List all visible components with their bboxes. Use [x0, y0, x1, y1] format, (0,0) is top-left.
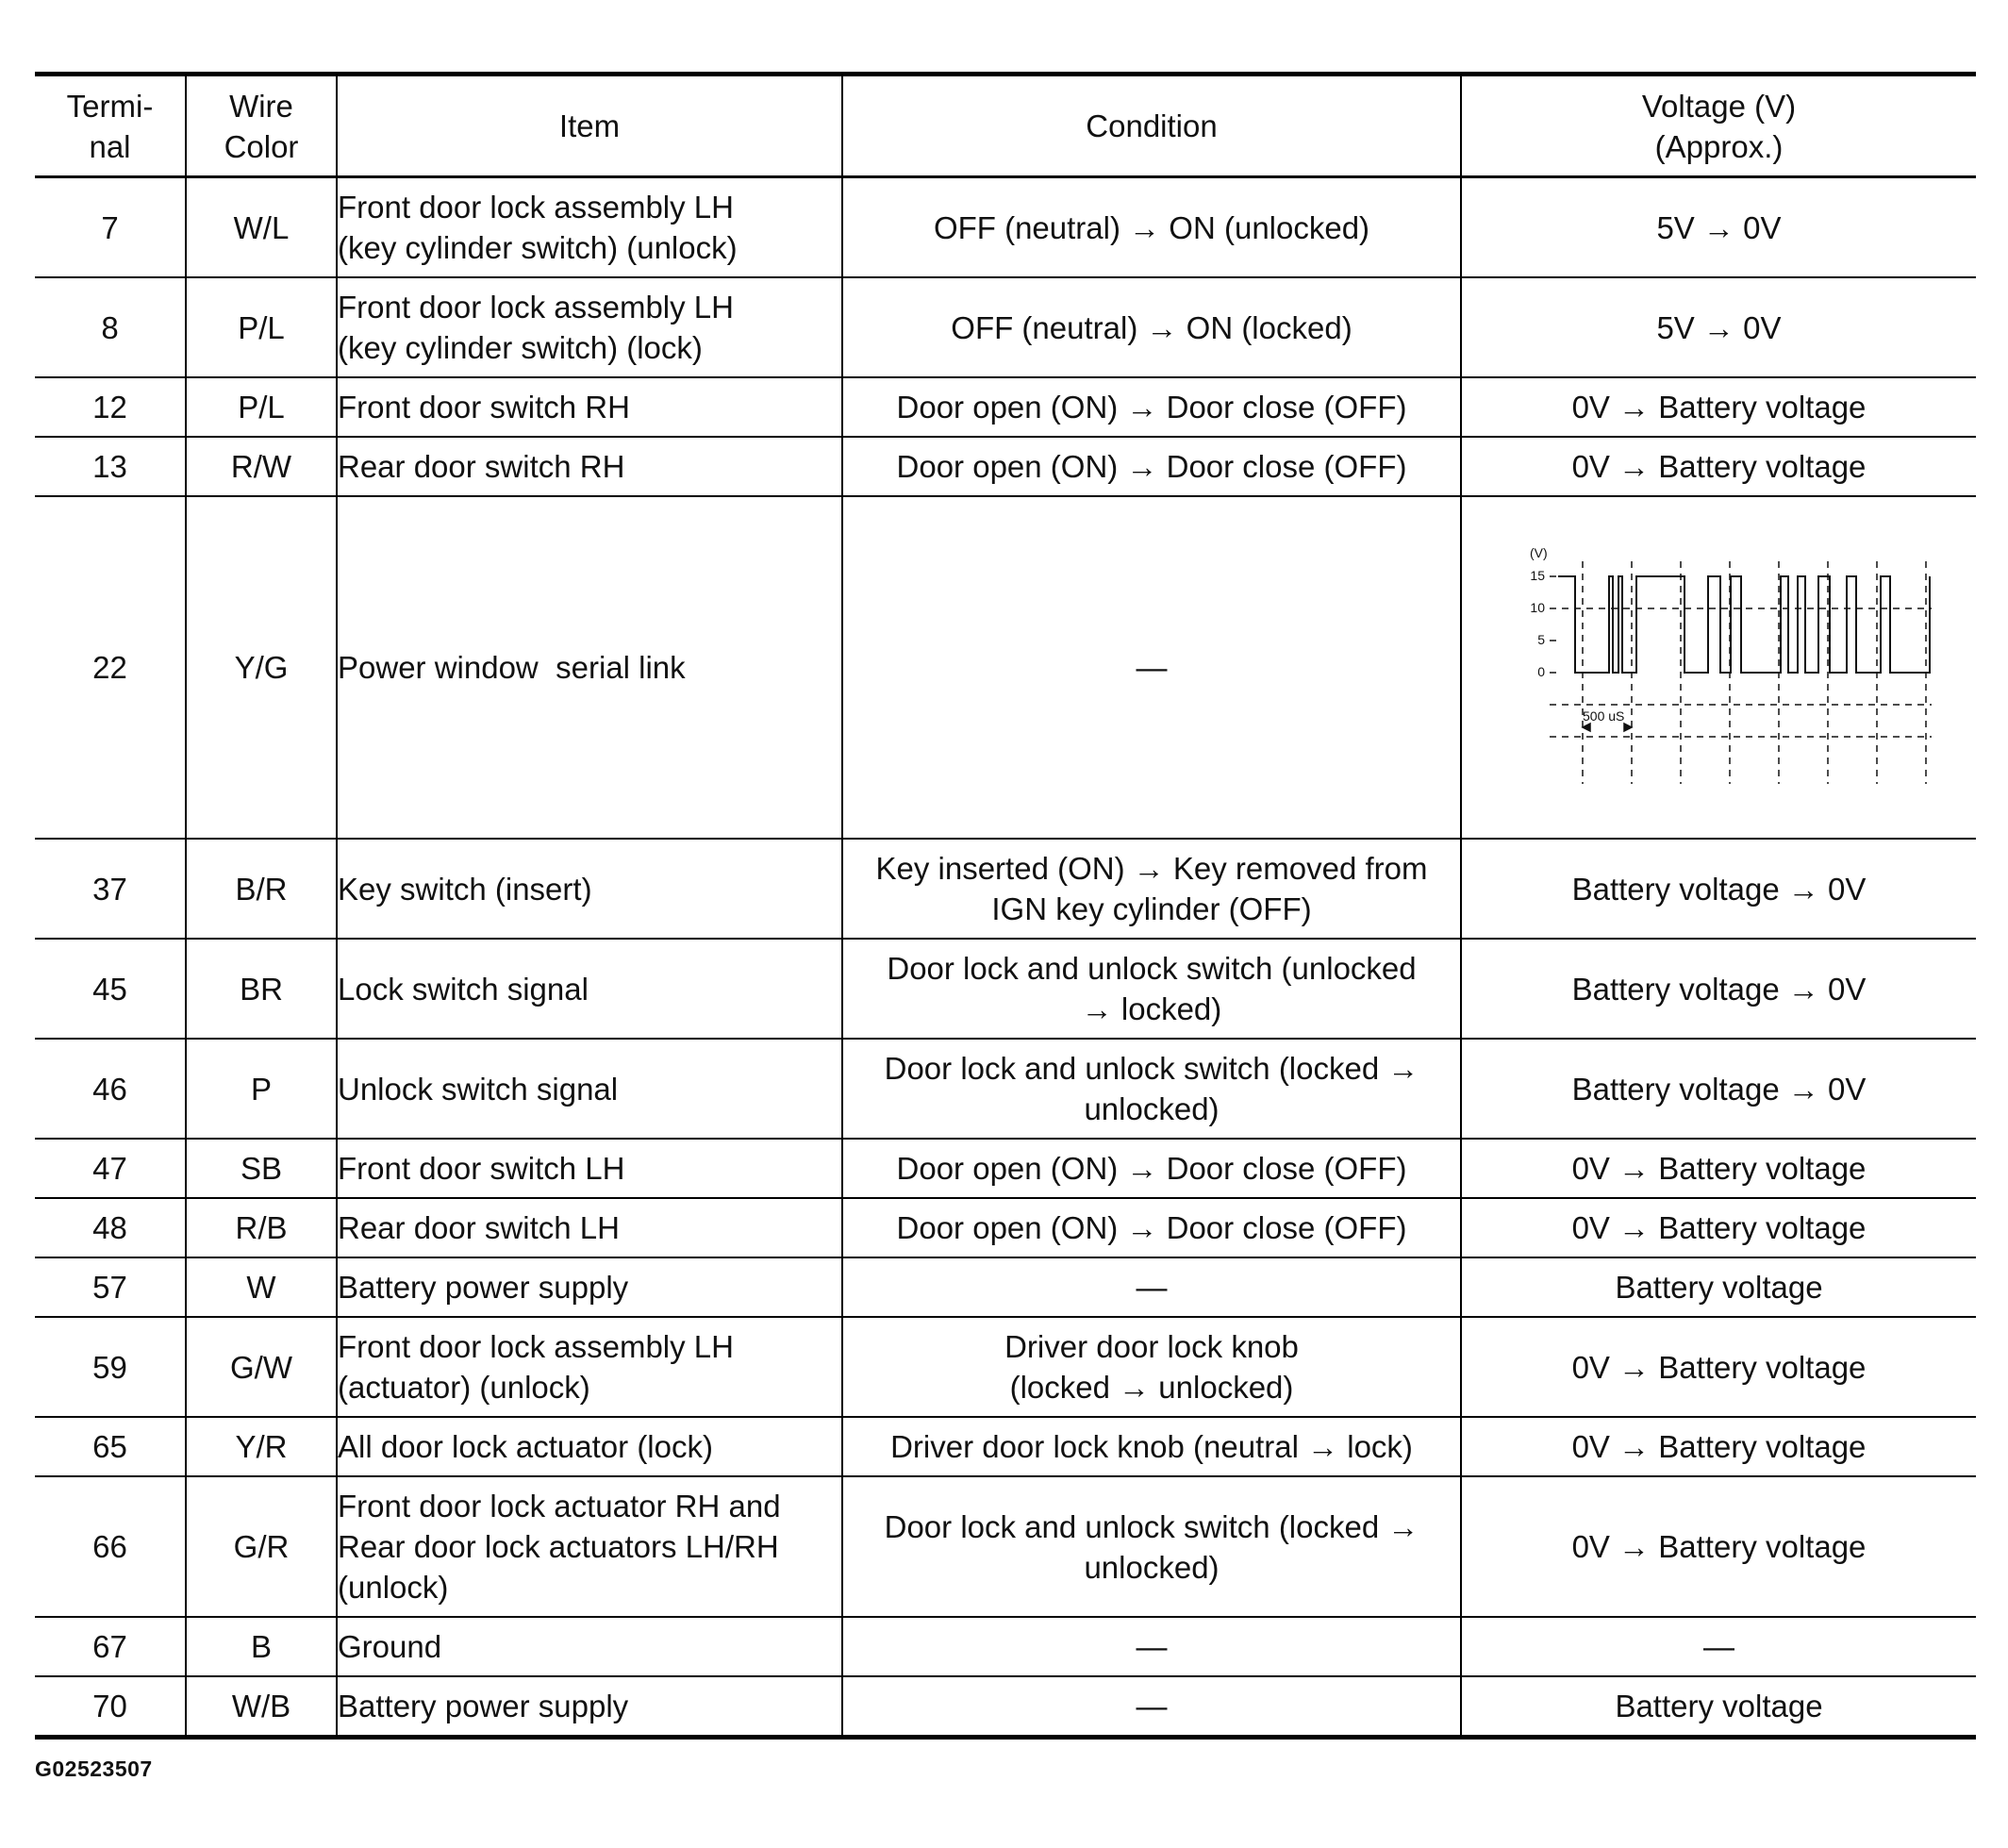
voltage-cell: 0V → Battery voltage [1461, 1139, 1976, 1198]
item-cell: Key switch (insert) [337, 839, 842, 939]
unit-label: (V) [1529, 544, 1548, 560]
table-row [35, 1139, 1976, 1198]
wire-color-cell: Y/R [186, 1417, 337, 1476]
table-row [35, 1676, 1976, 1735]
terminal-spec-table [35, 76, 1976, 1735]
item-cell: Rear door switch RH [337, 437, 842, 496]
table-row [35, 1039, 1976, 1139]
table-row [35, 839, 1976, 939]
wire-color-cell: P [186, 1039, 337, 1139]
waveform-axis-labels [1530, 545, 1624, 724]
condition-cell: Driver door lock knob (neutral → lock) [842, 1417, 1461, 1476]
table-row [35, 1417, 1976, 1476]
item-cell: Power window serial link [337, 496, 842, 839]
wire-color-cell: B [186, 1617, 337, 1676]
table-row [35, 377, 1976, 437]
voltage-cell: Battery voltage [1461, 1676, 1976, 1735]
item-cell: Front door lock assembly LH (key cylinder switch) (lock) [337, 277, 842, 377]
voltage-cell: 5V → 0V [1461, 277, 1976, 377]
terminal-cell: 66 [35, 1476, 186, 1617]
voltage-cell: 0V → Battery voltage [1461, 1476, 1976, 1617]
terminal-table-frame [35, 72, 1976, 1740]
table-row [35, 1617, 1976, 1676]
table-row [35, 496, 1976, 839]
terminal-cell: 47 [35, 1139, 186, 1198]
wire-color-cell: BR [186, 939, 337, 1039]
terminal-cell: 46 [35, 1039, 186, 1139]
table-row [35, 1198, 1976, 1257]
wire-color-cell: SB [186, 1139, 337, 1198]
header-voltage: Voltage (V) (Approx.) [1461, 76, 1976, 177]
voltage-cell: — [1461, 1617, 1976, 1676]
header-item: Item [337, 76, 842, 177]
table-row [35, 177, 1976, 278]
wire-color-cell: P/L [186, 277, 337, 377]
terminal-cell: 57 [35, 1257, 186, 1317]
terminal-cell: 12 [35, 377, 186, 437]
item-cell: Battery power supply [337, 1257, 842, 1317]
condition-cell: Driver door lock knob (locked → unlocked) [842, 1317, 1461, 1417]
voltage-cell: Battery voltage → 0V [1461, 839, 1976, 939]
wire-color-cell: R/W [186, 437, 337, 496]
condition-cell: Door open (ON) → Door close (OFF) [842, 377, 1461, 437]
wire-color-cell: Y/G [186, 496, 337, 839]
wire-color-cell: G/W [186, 1317, 337, 1417]
item-cell: All door lock actuator (lock) [337, 1417, 842, 1476]
terminal-cell: 48 [35, 1198, 186, 1257]
item-cell: Front door lock actuator RH and Rear door lock actuators LH/RH (unlock) [337, 1476, 842, 1617]
voltage-cell: Battery voltage → 0V [1461, 1039, 1976, 1139]
terminal-cell: 67 [35, 1617, 186, 1676]
voltage-cell: Battery voltage [1461, 1257, 1976, 1317]
terminal-cell: 59 [35, 1317, 186, 1417]
condition-cell: OFF (neutral) → ON (locked) [842, 277, 1461, 377]
header-condition: Condition [842, 76, 1461, 177]
time-scale-arrows [1583, 724, 1632, 731]
terminal-cell: 70 [35, 1676, 186, 1735]
terminal-cell: 22 [35, 496, 186, 839]
condition-cell: Key inserted (ON) → Key removed from IGN key cylinder (OFF) [842, 839, 1461, 939]
voltage-cell: 0V → Battery voltage [1461, 1317, 1976, 1417]
voltage-cell: 0V → Battery voltage [1461, 437, 1976, 496]
terminal-cell: 37 [35, 839, 186, 939]
condition-cell: Door open (ON) → Door close (OFF) [842, 437, 1461, 496]
voltage-cell: 0V → Battery voltage [1461, 377, 1976, 437]
y-tick-label: 15 [1529, 567, 1545, 583]
y-tick-label: 10 [1529, 599, 1545, 615]
wire-color-cell: R/B [186, 1198, 337, 1257]
wire-color-cell: G/R [186, 1476, 337, 1617]
wire-color-cell: P/L [186, 377, 337, 437]
wire-color-cell: W/L [186, 177, 337, 278]
header-wire-color: Wire Color [186, 76, 337, 177]
voltage-cell: 5V → 0V [1461, 177, 1976, 278]
item-cell: Ground [337, 1617, 842, 1676]
table-row [35, 1476, 1976, 1617]
condition-cell: Door lock and unlock switch (locked → unlocked) [842, 1039, 1461, 1139]
voltage-cell: 0V → Battery voltage [1461, 1417, 1976, 1476]
item-cell: Lock switch signal [337, 939, 842, 1039]
table-row [35, 1257, 1976, 1317]
item-cell: Front door switch LH [337, 1139, 842, 1198]
terminal-cell: 13 [35, 437, 186, 496]
serial-link-waveform [1498, 541, 1941, 795]
item-cell: Front door lock assembly LH (actuator) (unlock) [337, 1317, 842, 1417]
header-terminal: Termi- nal [35, 76, 186, 177]
terminal-cell: 45 [35, 939, 186, 1039]
voltage-waveform-cell [1461, 496, 1976, 839]
condition-cell: — [842, 1617, 1461, 1676]
serial-pulse-trace [1558, 576, 1930, 673]
condition-cell: — [842, 1257, 1461, 1317]
condition-cell: Door lock and unlock switch (unlocked → locked) [842, 939, 1461, 1039]
item-cell: Front door lock assembly LH (key cylinder switch) (unlock) [337, 177, 842, 278]
condition-cell: Door open (ON) → Door close (OFF) [842, 1139, 1461, 1198]
terminal-cell: 8 [35, 277, 186, 377]
wire-color-cell: W/B [186, 1676, 337, 1735]
table-row [35, 277, 1976, 377]
y-tick-label: 5 [1536, 631, 1545, 647]
voltage-cell: Battery voltage → 0V [1461, 939, 1976, 1039]
table-row [35, 1317, 1976, 1417]
time-scale-label: 500 uS [1582, 708, 1624, 724]
y-tick-label: 0 [1536, 663, 1545, 679]
table-row [35, 437, 1976, 496]
item-cell: Unlock switch signal [337, 1039, 842, 1139]
condition-cell: — [842, 496, 1461, 839]
item-cell: Battery power supply [337, 1676, 842, 1735]
wire-color-cell: W [186, 1257, 337, 1317]
table-header-row [35, 76, 1976, 177]
figure-id-label: G02523507 [35, 1756, 153, 1781]
condition-cell: Door lock and unlock switch (locked → unlocked) [842, 1476, 1461, 1617]
item-cell: Rear door switch LH [337, 1198, 842, 1257]
terminal-cell: 65 [35, 1417, 186, 1476]
condition-cell: Door open (ON) → Door close (OFF) [842, 1198, 1461, 1257]
terminal-cell: 7 [35, 177, 186, 278]
condition-cell: — [842, 1676, 1461, 1735]
condition-cell: OFF (neutral) → ON (unlocked) [842, 177, 1461, 278]
item-cell: Front door switch RH [337, 377, 842, 437]
table-row [35, 939, 1976, 1039]
voltage-cell: 0V → Battery voltage [1461, 1198, 1976, 1257]
wire-color-cell: B/R [186, 839, 337, 939]
